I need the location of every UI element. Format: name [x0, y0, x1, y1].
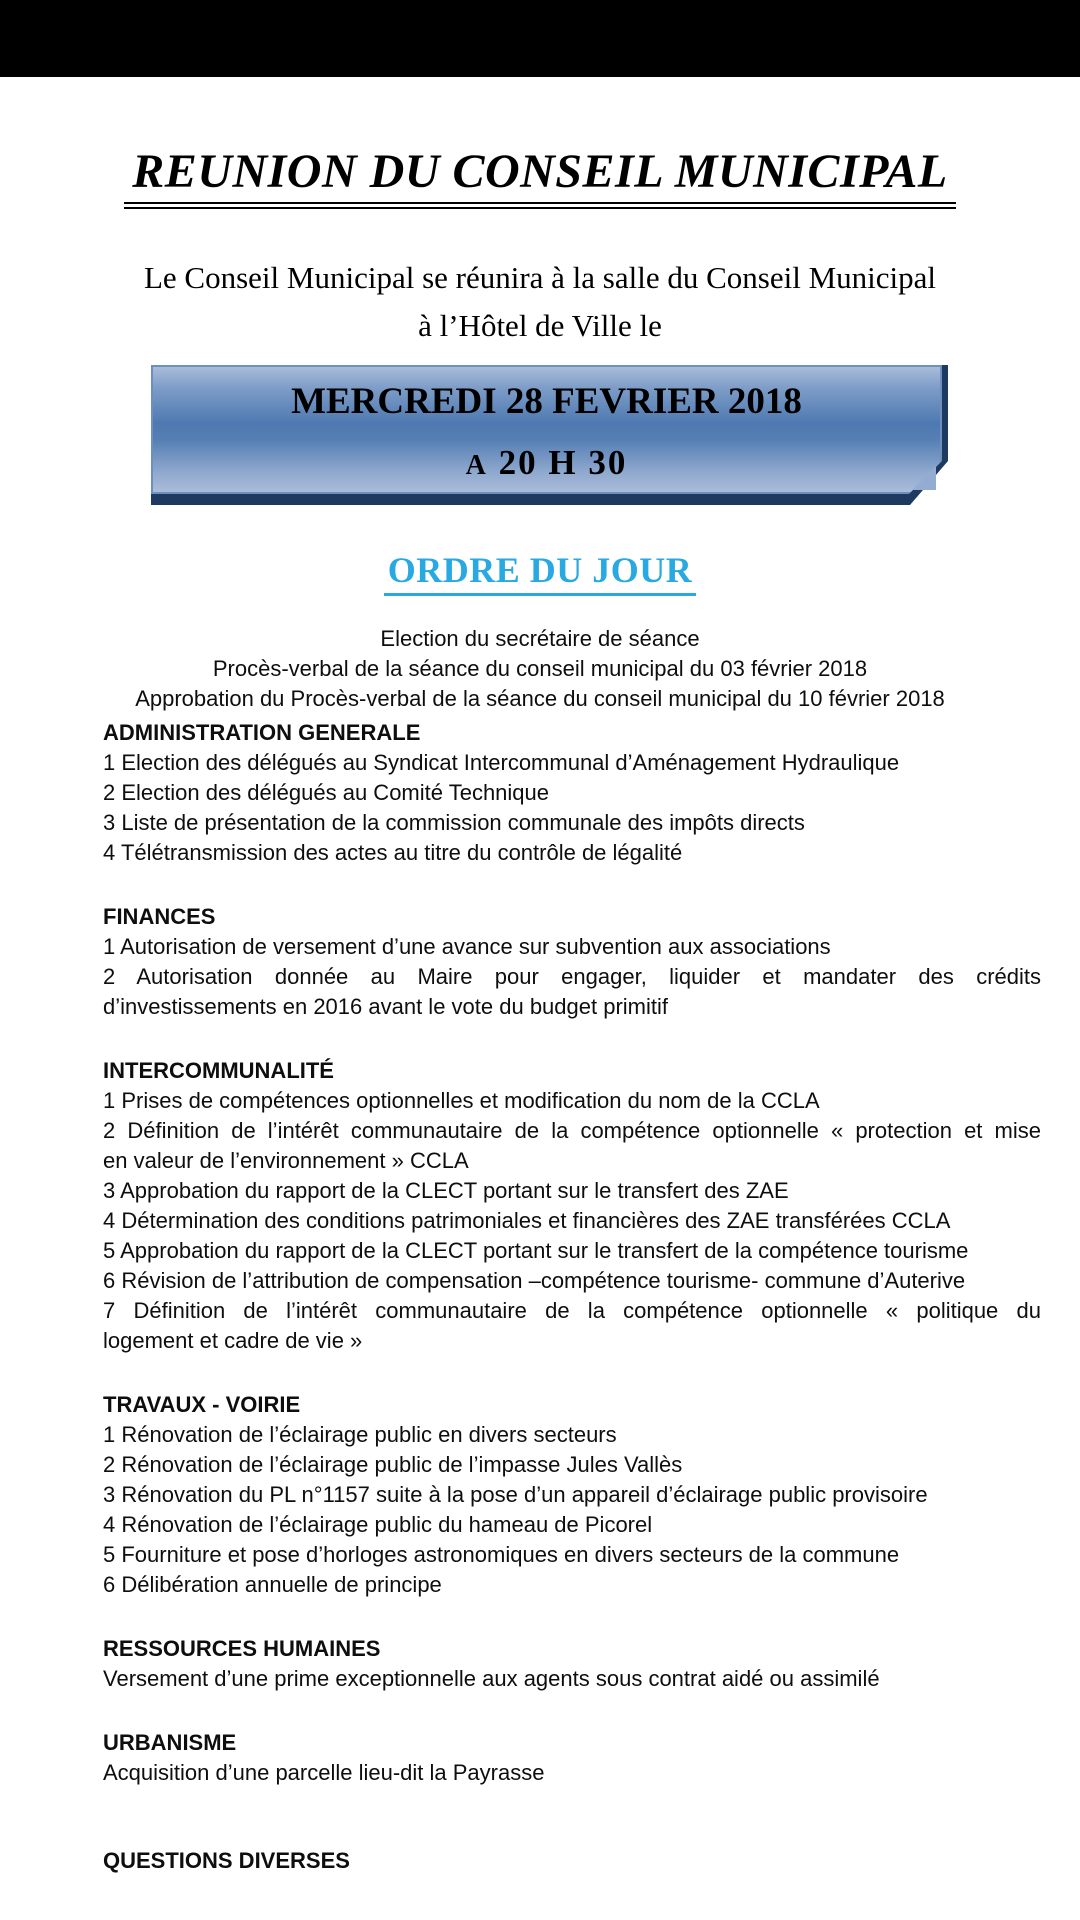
agenda-item-continuation: d’investissements en 2016 avant le vote du budget primitif — [103, 994, 668, 1019]
section-questions-diverses — [103, 1846, 1041, 1876]
intro-line-1: Le Conseil Municipal se réunira à la salle du Conseil Municipal — [143, 260, 937, 295]
agenda-item: 1 Prises de compétences optionnelles et modification du nom de la CCLA — [103, 1088, 820, 1113]
agenda-item: 2 Définition de l’intérêt communautaire de la compétence optionnelle « protection et mise — [103, 1118, 1041, 1143]
agenda-item: 2 Autorisation donnée au Maire pour engager, liquider et mandater des crédits — [103, 964, 1041, 989]
section-administration-generale — [103, 718, 1041, 868]
agenda-preamble — [0, 624, 1080, 714]
section-urbanisme — [103, 1728, 1041, 1788]
agenda-heading-row — [0, 549, 1080, 596]
section-finances — [103, 902, 1041, 1022]
top-black-bar — [0, 0, 1080, 77]
agenda-heading: ORDRE DU JOUR — [384, 549, 697, 596]
agenda-item: 2 Election des délégués au Comité Technique — [103, 780, 550, 805]
intro-line-2: à l’Hôtel de Ville le — [418, 308, 662, 343]
preamble-line: Election du secrétaire de séance — [380, 626, 700, 651]
section-ressources-humaines — [103, 1634, 1041, 1694]
section-travaux-voirie — [103, 1390, 1041, 1600]
page-title: REUNION DU CONSEIL MUNICIPAL — [124, 148, 955, 209]
agenda-item: Acquisition d’une parcelle lieu-dit la Payrasse — [103, 1760, 545, 1785]
banner-time-value: 20 H 30 — [487, 443, 628, 482]
agenda-item: 1 Autorisation de versement d’une avance sur subvention aux associations — [103, 934, 831, 959]
agenda-item: Versement d’une prime exceptionnelle aux agents sous contrat aidé ou assimilé — [103, 1666, 880, 1691]
agenda-item: 3 Approbation du rapport de la CLECT portant sur le transfert des ZAE — [103, 1178, 789, 1203]
agenda-item-continuation: en valeur de l’environnement » CCLA — [103, 1148, 469, 1173]
intro-paragraph — [0, 254, 1080, 350]
section-title: RESSOURCES HUMAINES — [103, 1636, 381, 1661]
agenda-body — [103, 718, 1041, 1876]
agenda-item: 2 Rénovation de l’éclairage public de l’impasse Jules Vallès — [103, 1452, 683, 1477]
agenda-item: 4 Rénovation de l’éclairage public du hameau de Picorel — [103, 1512, 653, 1537]
agenda-item-continuation: logement et cadre de vie » — [103, 1328, 363, 1353]
agenda-item: 5 Fourniture et pose d’horloges astronomiques en divers secteurs de la commune — [103, 1542, 900, 1567]
section-title: ADMINISTRATION GENERALE — [103, 720, 421, 745]
section-title: QUESTIONS DIVERSES — [103, 1848, 350, 1873]
banner-time-text — [151, 443, 942, 483]
agenda-item: 6 Révision de l’attribution de compensation –compétence tourisme- commune d’Auterive — [103, 1268, 966, 1293]
agenda-item: 6 Délibération annuelle de principe — [103, 1572, 442, 1597]
agenda-item: 1 Election des délégués au Syndicat Intercommunal d’Aménagement Hydraulique — [103, 750, 900, 775]
agenda-item: 3 Rénovation du PL n°1157 suite à la pose d’un appareil d’éclairage public provisoire — [103, 1482, 928, 1507]
agenda-item: 4 Détermination des conditions patrimoniales et financières des ZAE transférées CCLA — [103, 1208, 951, 1233]
agenda-item: 4 Télétransmission des actes au titre du contrôle de légalité — [103, 840, 683, 865]
section-intercommunalite — [103, 1056, 1041, 1356]
date-banner — [151, 365, 948, 505]
title-row — [0, 145, 1080, 209]
preamble-line: Approbation du Procès-verbal de la séance du conseil municipal du 10 février 2018 — [135, 686, 945, 711]
banner-time-prefix: A — [465, 450, 488, 481]
agenda-item: 7 Définition de l’intérêt communautaire de la compétence optionnelle « politique du — [103, 1298, 1041, 1323]
banner-date-text: MERCREDI 28 FEVRIER 2018 — [291, 381, 802, 422]
agenda-item: 5 Approbation du rapport de la CLECT portant sur le transfert de la compétence tourisme — [103, 1238, 969, 1263]
agenda-item: 1 Rénovation de l’éclairage public en divers secteurs — [103, 1422, 617, 1447]
section-title: TRAVAUX - VOIRIE — [103, 1392, 301, 1417]
preamble-line: Procès-verbal de la séance du conseil municipal du 03 février 2018 — [212, 656, 868, 681]
section-title: INTERCOMMUNALITÉ — [103, 1058, 334, 1083]
section-title: FINANCES — [103, 904, 216, 929]
agenda-item: 3 Liste de présentation de la commission communale des impôts directs — [103, 810, 805, 835]
section-title: URBANISME — [103, 1730, 237, 1755]
